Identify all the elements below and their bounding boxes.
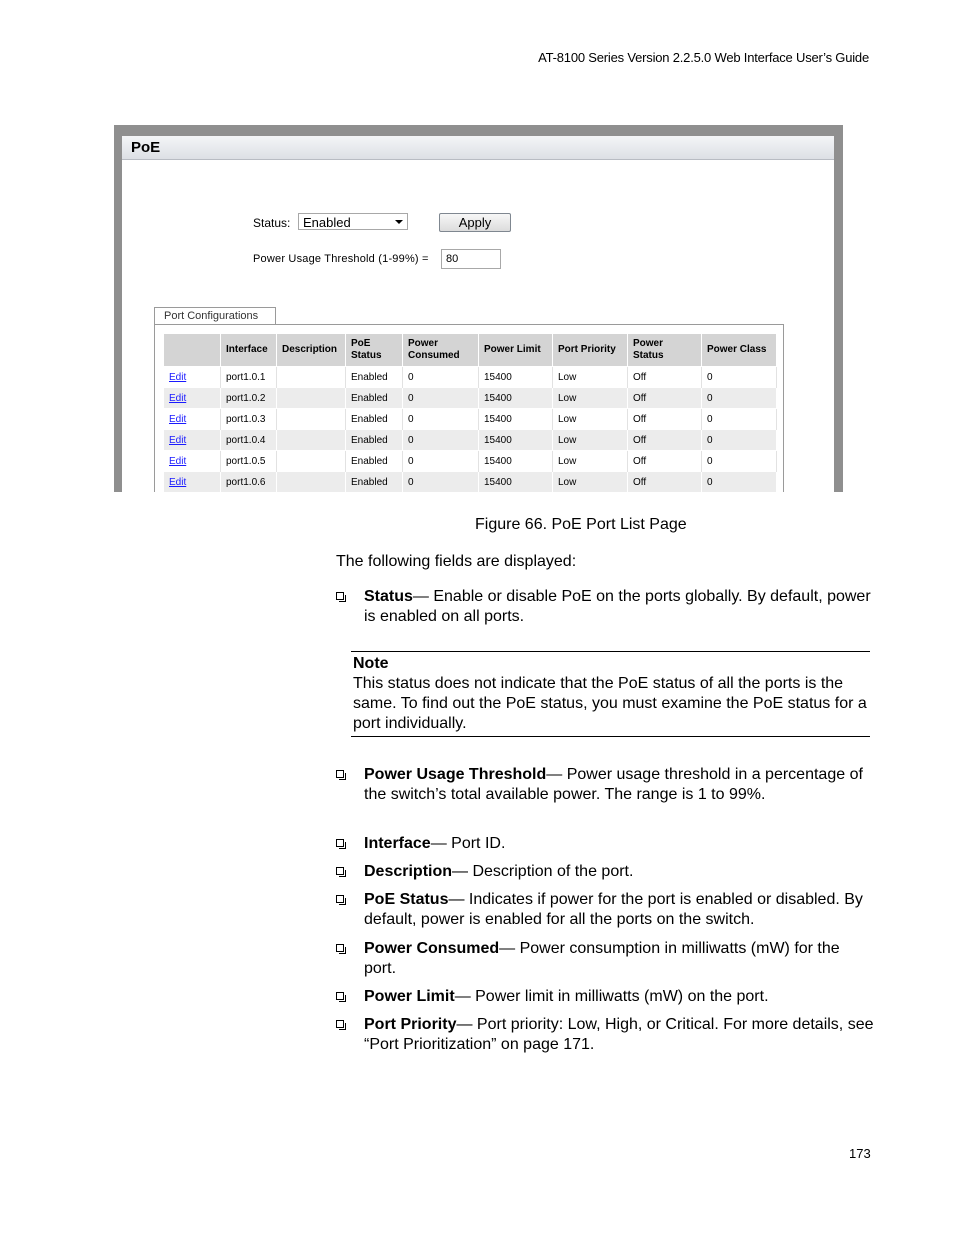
cell-power-status: Off (628, 430, 702, 451)
list-item (336, 765, 876, 805)
running-header: AT-8100 Series Version 2.2.5.0 Web Interface User’s Guide (538, 50, 869, 65)
cell-power-limit: 15400 (479, 430, 553, 451)
term-desc: — Description of the port. (452, 863, 634, 880)
table-header-row (164, 334, 777, 367)
cell-interface: port1.0.5 (221, 451, 277, 472)
checkbox-bullet-icon (336, 867, 344, 875)
cell-poe-status: Enabled (346, 430, 403, 451)
note-title: Note (353, 655, 389, 672)
cell-description (277, 367, 346, 388)
checkbox-bullet-icon (336, 895, 344, 903)
checkbox-bullet-icon (336, 770, 344, 778)
cell-power-status: Off (628, 367, 702, 388)
edit-link[interactable]: Edit (169, 413, 187, 425)
cell-poe-status: Enabled (346, 472, 403, 493)
screenshot-figure (114, 125, 843, 492)
term-desc: — Indicates if power for the port is enabled or disabled. By default, power is enabled for all the ports on the switch. (364, 891, 863, 928)
cell-interface: port1.0.3 (221, 409, 277, 430)
cell-port-priority: Low (553, 388, 628, 409)
cell-port-priority: Low (553, 430, 628, 451)
cell-description (277, 409, 346, 430)
cell-power-status: Off (628, 472, 702, 493)
term: Power Limit (364, 988, 455, 1005)
col-header-poe-status: PoE Status (346, 334, 403, 367)
figure-caption: Figure 66. PoE Port List Page (475, 516, 687, 533)
edit-link[interactable]: Edit (169, 476, 187, 488)
threshold-label: Power Usage Threshold (1-99%) = (253, 253, 429, 265)
checkbox-bullet-icon (336, 1020, 344, 1028)
col-header-power-limit: Power Limit (479, 334, 553, 367)
cell-power-class: 0 (702, 430, 777, 451)
table-row (164, 472, 777, 493)
cell-power-limit: 15400 (479, 409, 553, 430)
col-header-edit (164, 334, 221, 367)
col-header-port-priority: Port Priority (553, 334, 628, 367)
col-header-power-status: Power Status (628, 334, 702, 367)
list-item (336, 834, 876, 854)
table-row (164, 430, 777, 451)
tab-port-configurations[interactable]: Port Configurations (154, 307, 276, 324)
term-desc: — Port ID. (430, 835, 506, 852)
cell-power-class: 0 (702, 409, 777, 430)
checkbox-bullet-icon (336, 592, 344, 600)
ports-table (164, 334, 777, 492)
status-select-value: Enabled (303, 215, 351, 230)
cell-port-priority: Low (553, 472, 628, 493)
cell-poe-status: Enabled (346, 451, 403, 472)
list-item (336, 987, 876, 1007)
status-select[interactable] (298, 213, 408, 230)
term: Power Consumed (364, 940, 500, 957)
cell-poe-status: Enabled (346, 409, 403, 430)
edit-link[interactable]: Edit (169, 392, 187, 404)
cell-power-class: 0 (702, 388, 777, 409)
intro-text: The following fields are displayed: (336, 553, 577, 570)
term-desc: — Power consumption in milliwatts (mW) for the port. (364, 940, 840, 977)
apply-button[interactable]: Apply (439, 213, 511, 232)
cell-power-consumed: 0 (403, 430, 479, 451)
list-item (336, 1015, 876, 1055)
term: Description (364, 863, 453, 880)
status-label: Status: (253, 216, 291, 230)
cell-description (277, 388, 346, 409)
cell-power-status: Off (628, 409, 702, 430)
term-desc: — Power limit in milliwatts (mW) on the port. (454, 988, 769, 1005)
cell-interface: port1.0.1 (221, 367, 277, 388)
term-desc: — Power usage threshold in a percentage of the switch’s total available power. The range is 1 to 99%. (364, 766, 863, 803)
col-header-power-class: Power Class (702, 334, 777, 367)
cell-power-consumed: 0 (403, 388, 479, 409)
cell-poe-status: Enabled (346, 388, 403, 409)
checkbox-bullet-icon (336, 992, 344, 1000)
cell-power-consumed: 0 (403, 472, 479, 493)
term: Interface (364, 835, 431, 852)
chevron-down-icon (395, 220, 403, 224)
cell-port-priority: Low (553, 367, 628, 388)
note-box (351, 651, 870, 737)
cell-power-status: Off (628, 388, 702, 409)
table-row (164, 451, 777, 472)
note-body: This status does not indicate that the PoE status of all the ports is the same. To find out the PoE status, you must examine the PoE status for a port individually. (353, 675, 867, 732)
cell-power-limit: 15400 (479, 472, 553, 493)
term: Power Usage Threshold (364, 766, 547, 783)
term-desc: — Enable or disable PoE on the ports globally. By default, power is enabled on all ports. (364, 588, 871, 625)
edit-link[interactable]: Edit (169, 371, 187, 383)
list-item (336, 587, 876, 627)
edit-link[interactable]: Edit (169, 455, 187, 467)
cell-power-consumed: 0 (403, 367, 479, 388)
term-desc: — Port priority: Low, High, or Critical. For more details, see “Port Prioritization” on page 171. (364, 1016, 874, 1053)
list-item (336, 862, 876, 882)
cell-description (277, 430, 346, 451)
cell-interface: port1.0.4 (221, 430, 277, 451)
panel-title: PoE (122, 136, 834, 160)
edit-link[interactable]: Edit (169, 434, 187, 446)
checkbox-bullet-icon (336, 944, 344, 952)
list-item (336, 939, 876, 979)
poe-panel (122, 136, 834, 492)
page-number: 173 (849, 1146, 871, 1161)
cell-power-limit: 15400 (479, 388, 553, 409)
cell-poe-status: Enabled (346, 367, 403, 388)
table-row (164, 388, 777, 409)
cell-power-class: 0 (702, 451, 777, 472)
table-row (164, 409, 777, 430)
cell-power-limit: 15400 (479, 451, 553, 472)
cell-port-priority: Low (553, 451, 628, 472)
cell-power-limit: 15400 (479, 367, 553, 388)
threshold-input[interactable]: 80 (441, 249, 501, 269)
cell-power-class: 0 (702, 472, 777, 493)
table-row (164, 367, 777, 388)
cell-power-class: 0 (702, 367, 777, 388)
cell-interface: port1.0.6 (221, 472, 277, 493)
col-header-description: Description (277, 334, 346, 367)
cell-description (277, 472, 346, 493)
col-header-interface: Interface (221, 334, 277, 367)
cell-power-consumed: 0 (403, 451, 479, 472)
cell-power-consumed: 0 (403, 409, 479, 430)
term: Status (364, 588, 413, 605)
list-item (336, 890, 876, 930)
cell-power-status: Off (628, 451, 702, 472)
cell-description (277, 451, 346, 472)
col-header-power-consumed: Power Consumed (403, 334, 479, 367)
checkbox-bullet-icon (336, 839, 344, 847)
cell-interface: port1.0.2 (221, 388, 277, 409)
term: PoE Status (364, 891, 449, 908)
cell-port-priority: Low (553, 409, 628, 430)
term: Port Priority (364, 1016, 457, 1033)
